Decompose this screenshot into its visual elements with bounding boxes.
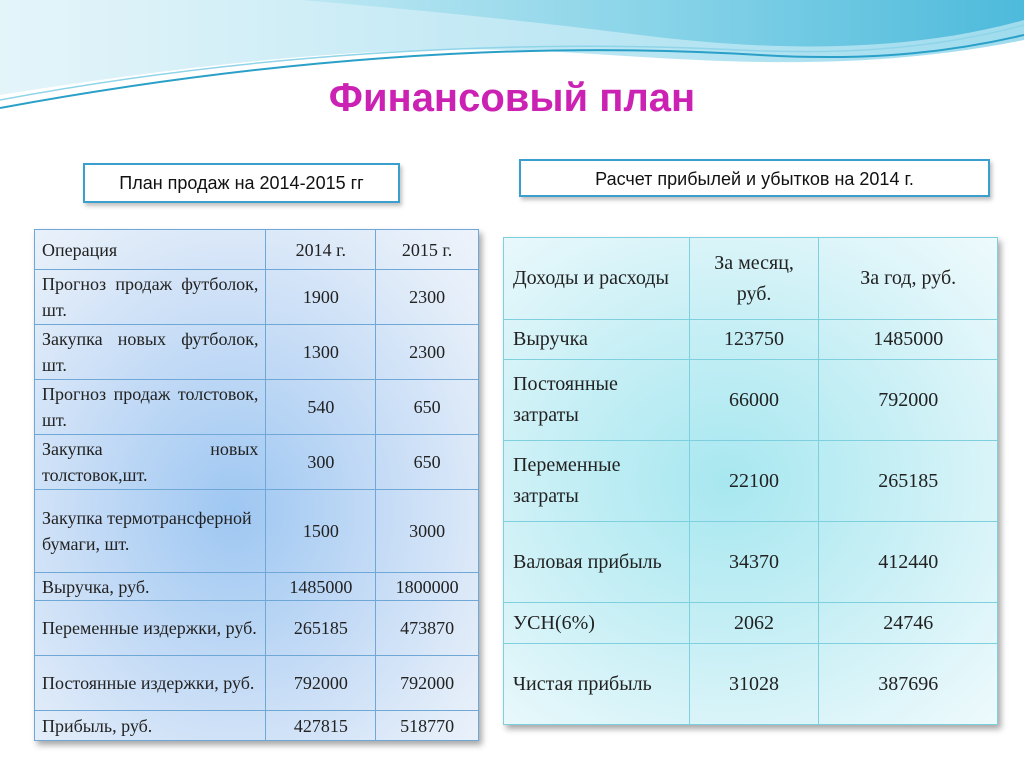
value-2014-cell: 1300 [266, 325, 376, 380]
operation-cell: Закупка новых толстовок,шт. [35, 435, 266, 490]
item-cell: Выручка [504, 320, 690, 360]
operation-cell: Переменные издержки, руб. [35, 601, 266, 656]
page-title: Финансовый план [328, 76, 696, 120]
value-2014-cell: 792000 [266, 656, 376, 711]
year-value-cell: 792000 [819, 360, 998, 441]
operation-cell: Прогноз продаж футболок, шт. [35, 270, 266, 325]
table-row [35, 380, 479, 435]
profit-loss-label: Расчет прибылей и убытков на 2014 г. [519, 159, 990, 197]
value-2014-cell: 540 [266, 380, 376, 435]
table-row [504, 320, 998, 360]
month-value-cell: 22100 [689, 441, 819, 522]
sales-plan-table [34, 229, 479, 741]
table-row [35, 573, 479, 601]
year-value-cell: 265185 [819, 441, 998, 522]
table-row [504, 441, 998, 522]
table-row [504, 644, 998, 725]
value-2015-cell: 2300 [376, 325, 479, 380]
sales-plan-label: План продаж на 2014-2015 гг [83, 163, 400, 203]
table-row [35, 656, 479, 711]
header-cell: За год, руб. [819, 238, 998, 320]
table-row [35, 711, 479, 741]
item-cell: УСН(6%) [504, 603, 690, 644]
operation-cell: Прибыль, руб. [35, 711, 266, 741]
month-value-cell: 31028 [689, 644, 819, 725]
item-cell: Чистая прибыль [504, 644, 690, 725]
header-cell: За месяц, руб. [689, 238, 819, 320]
value-2015-cell: 518770 [376, 711, 479, 741]
table-row [504, 603, 998, 644]
operation-cell: Выручка, руб. [35, 573, 266, 601]
table-row [35, 270, 479, 325]
operation-cell: Закупка новых футболок, шт. [35, 325, 266, 380]
value-2014-cell: 265185 [266, 601, 376, 656]
profit-loss-table [503, 237, 998, 725]
value-2015-cell: 1800000 [376, 573, 479, 601]
operation-cell: Закупка термотрансферной бумаги, шт. [35, 490, 266, 573]
year-value-cell: 1485000 [819, 320, 998, 360]
year-value-cell: 412440 [819, 522, 998, 603]
table-header-row [35, 230, 479, 270]
table-row [35, 325, 479, 380]
header-cell: Операция [35, 230, 266, 270]
table-row [504, 360, 998, 441]
month-value-cell: 2062 [689, 603, 819, 644]
table-row [35, 601, 479, 656]
value-2015-cell: 792000 [376, 656, 479, 711]
header-cell: Доходы и расходы [504, 238, 690, 320]
value-2015-cell: 473870 [376, 601, 479, 656]
operation-cell: Постоянные издержки, руб. [35, 656, 266, 711]
header-cell: 2015 г. [376, 230, 479, 270]
value-2014-cell: 1500 [266, 490, 376, 573]
table-row [504, 522, 998, 603]
value-2015-cell: 650 [376, 380, 479, 435]
table-header-row [504, 238, 998, 320]
header-cell: 2014 г. [266, 230, 376, 270]
value-2014-cell: 1485000 [266, 573, 376, 601]
year-value-cell: 24746 [819, 603, 998, 644]
month-value-cell: 66000 [689, 360, 819, 441]
value-2015-cell: 650 [376, 435, 479, 490]
month-value-cell: 123750 [689, 320, 819, 360]
value-2015-cell: 2300 [376, 270, 479, 325]
item-cell: Постоянные затраты [504, 360, 690, 441]
value-2015-cell: 3000 [376, 490, 479, 573]
value-2014-cell: 427815 [266, 711, 376, 741]
table-row [35, 490, 479, 573]
item-cell: Валовая прибыль [504, 522, 690, 603]
table-row [35, 435, 479, 490]
month-value-cell: 34370 [689, 522, 819, 603]
item-cell: Переменные затраты [504, 441, 690, 522]
operation-cell: Прогноз продаж толстовок, шт. [35, 380, 266, 435]
value-2014-cell: 1900 [266, 270, 376, 325]
year-value-cell: 387696 [819, 644, 998, 725]
value-2014-cell: 300 [266, 435, 376, 490]
